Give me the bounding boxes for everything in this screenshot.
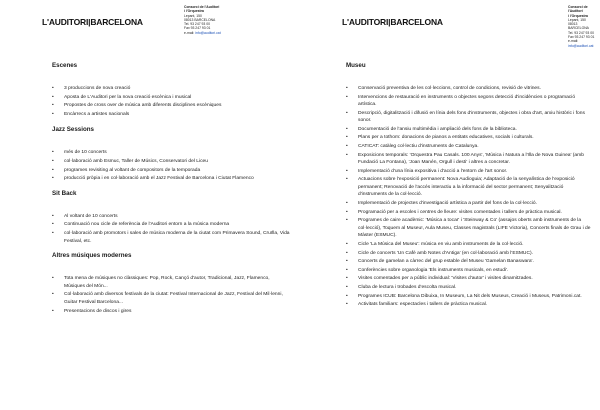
section-title: Jazz Sessions — [52, 126, 94, 134]
list-item: • Tota mena de músiques no clàssiques: Pop, Rock, Cançó d'autor, Tradicional, Jazz, Flamenco, Músiques del Món... — [52, 276, 270, 289]
logo: L'AUDITORI|BARCELONA — [42, 17, 143, 27]
list-item: • Descripció, digitalització i difusió en línia dels fons d'instruments, objectes i obra d'art, arxiu històric i fons sonor. — [346, 110, 585, 124]
bullet-icon: • — [346, 293, 348, 299]
bullet-icon: • — [52, 308, 54, 314]
email-link[interactable]: info@auditori.cat — [195, 30, 221, 35]
list-item: • Activitats familiars: espectacles i tallers de pràctica musical. — [346, 302, 488, 308]
item-list — [52, 275, 290, 315]
logo: L'AUDITORI|BARCELONA — [342, 17, 443, 27]
contact-block — [184, 5, 221, 35]
postcode: 08013 BARCELONA — [184, 17, 216, 22]
telephone: Tel. 93 247 93 00 — [568, 30, 595, 35]
section-museu — [346, 62, 591, 309]
bullet-icon: • — [346, 201, 348, 207]
section-jazz-sessions — [52, 126, 290, 182]
list-item: • 3 produccions de nova creació — [52, 86, 131, 91]
bullet-icon: • — [346, 241, 348, 247]
telephone: Tel. 93 247 93 00 — [184, 22, 211, 27]
bullet-icon: • — [346, 135, 348, 141]
bullet-icon: • — [52, 111, 54, 117]
email-line — [184, 31, 221, 35]
bullet-icon: • — [52, 176, 54, 182]
list-item: • Col·laboració amb diversos festivals de la ciutat: Festival Internacional de Jazz, Festival del Mil·lenni, Guitar Festival Barcelona... — [52, 292, 283, 305]
org-line: i l'Orquestra — [184, 9, 204, 14]
bullet-icon: • — [346, 144, 348, 150]
bullet-icon: • — [346, 285, 348, 291]
item-list — [346, 85, 591, 309]
bullet-icon: • — [52, 103, 54, 109]
item-list — [52, 213, 290, 245]
bullet-icon: • — [52, 213, 54, 219]
bullet-icon: • — [346, 302, 348, 308]
org-line: Consorci de l'Auditori — [184, 5, 220, 9]
bullet-icon: • — [346, 267, 348, 273]
list-item: • Actuacions sobre l'exposició permanent: Nova Audioguia; Adaptació de la senyalística de l'exposició permanent; Renovació de l'accés interactiu a la informació del sector permanent; Senyalització d'instruments de la col·lecció. — [346, 177, 575, 198]
section-title: Sit Back — [52, 189, 77, 197]
bullet-icon: • — [52, 167, 54, 173]
bullet-icon: • — [346, 126, 348, 132]
section-title: Museu — [346, 62, 366, 69]
fax: Fax 93 247 93 01 — [184, 26, 211, 31]
list-item: • Al voltant de 10 concerts — [52, 213, 118, 219]
bullet-icon: • — [52, 230, 54, 236]
list-item: • Concerts de gamelan a càrrec del grup estable del Museu 'Gamelan Banaswara'. — [346, 259, 534, 265]
section-altres-musiques — [52, 252, 290, 315]
contact-block — [568, 5, 595, 48]
bullet-icon: • — [346, 94, 348, 100]
item-list — [52, 149, 290, 182]
address: Lepant, 150 — [568, 17, 586, 22]
page-right — [305, 0, 595, 410]
list-item: • Cicle de concerts 'Un Cafè amb Notes d'Antiga' (en col·laboració amb l'ESMUC). — [346, 250, 533, 256]
bullet-icon: • — [52, 276, 54, 282]
fax: Fax 93 247 93 01 — [568, 35, 595, 40]
bullet-icon: • — [52, 292, 54, 298]
list-item: • producció pròpia i en col·laboració amb el Jazz Festival de Barcelona i Ciutat Flamenco — [52, 176, 254, 182]
list-item: • Encàrrecs a artistes nacionals — [52, 111, 130, 117]
bullet-icon: • — [346, 209, 348, 215]
list-item: • Programació per a escoles i centres de lleure: visites comentades i tallers de pràctica musical. — [346, 209, 562, 215]
list-item: • Intervencions de restauració en instruments o objectes segons detecció d'incidències o programació artística. — [346, 94, 576, 108]
list-item: • col·laboració amb promotors i sales de música moderna de la ciutat com Primavera Sound, Cruïlla, Vida Festival, etc. — [52, 230, 290, 244]
bullet-icon: • — [346, 168, 348, 174]
bullet-icon: • — [52, 86, 54, 91]
list-item: • Implementació d'una línia expositiva i d'acció a l'entorn de l'art sonor. — [346, 168, 508, 174]
list-item: • col·laboració amb Esmuc, Taller de Músics, Conservatori del Liceu — [52, 158, 208, 164]
page-content — [346, 62, 591, 310]
list-item: • Conferències sobre organologia 'Els instruments musicals, en estudi'. — [346, 267, 509, 273]
list-item: • Plans per a tothom: donacions de pianos a entitats educatives, socials i culturals. — [346, 135, 534, 141]
list-item: • Documentació de l'ansiu multimèdia i ampliació dels fons de la biblioteca. — [346, 126, 517, 132]
bullet-icon: • — [346, 86, 348, 91]
org-line: i l'Orquestra — [568, 13, 588, 18]
list-item: • CATICAT: catàleg col·lectiu d'instruments de Catalunya. — [346, 144, 479, 150]
org-line: Consorci de l'Auditori — [568, 5, 588, 14]
bullet-icon: • — [346, 259, 348, 265]
bullet-icon: • — [346, 276, 348, 282]
list-item: • Visites comentades per a públic individual: 'Visites d'autor' i visites dinamitzades. — [346, 276, 533, 282]
page-left — [8, 0, 298, 410]
address: Lepant, 150 — [184, 13, 202, 18]
list-item: • Programes de caire acadèmic: 'Música a tocar' i 'Steinway & Co' (assajos oberts amb instruments de la col·lecció), Toquem al Museu!, Aula Museu, Classes magistrals (LIFE Victoria), Concerts finals de Grau i de Màster (ESMUC). — [346, 218, 591, 239]
bullet-icon: • — [52, 150, 54, 156]
bullet-icon: • — [346, 218, 348, 224]
list-item: • Presentacions de discos i gires — [52, 308, 132, 314]
list-item: • Cicle 'La Música del Museu': música en viu amb instruments de la col·lecció. — [346, 241, 524, 247]
email-label: e-mail: — [568, 39, 579, 44]
list-item: • Conservació preventiva de les col·leccions, control de condicions, revisió de vitrines. — [346, 86, 541, 91]
list-item: • programes revisiting al voltant de compositors de la temporada — [52, 167, 201, 173]
section-title: Escenes — [52, 62, 78, 69]
postcode: 08013 BARCELONA — [568, 22, 589, 31]
bullet-icon: • — [346, 250, 348, 256]
email-label: e-mail: — [184, 30, 195, 35]
list-item: • Cluba de lectura i trobades d'escolta musical. — [346, 285, 457, 291]
section-sit-back — [52, 190, 290, 245]
list-item: • Programes ICUB: Barcelona Dibuixa, In Museum, La Nit dels Museus, Creació i Museus, Patrimoni.cat. — [346, 293, 582, 299]
bullet-icon: • — [346, 110, 348, 116]
page-content — [52, 62, 290, 316]
bullet-icon: • — [346, 177, 348, 183]
list-item: • Implementació de projectes d'investigació artística a partir del fons de la col·lecció. — [346, 201, 537, 207]
list-item: • més de 10 concerts — [52, 150, 107, 156]
list-item: • Aposta de L'Auditori per la nova creació escènica i musical — [52, 94, 192, 100]
list-item: • Exposicions temporals: 'Orquestra Pau Casals. 100 Anys', 'Música i Natura a l'Illa de Nova Guinea' (amb Fundació La Fontana), 'Joan Manén, Orgull i desti' i altres a concretar. — [346, 152, 584, 166]
section-escenes — [52, 62, 290, 118]
list-item: • Propostes de cross over de música amb diferents disciplines escèniques — [52, 103, 222, 109]
email-link[interactable]: info@auditori.cat — [568, 43, 594, 48]
bullet-icon: • — [52, 158, 54, 164]
item-list — [52, 85, 290, 118]
list-item: • Continuació nou cicle de referència de l'Auditori entorn a la música moderna — [52, 222, 230, 228]
email-line — [568, 39, 595, 48]
bullet-icon: • — [52, 94, 54, 100]
bullet-icon: • — [346, 152, 348, 158]
bullet-icon: • — [52, 222, 54, 228]
section-title: Altres músiques modernes — [52, 252, 132, 260]
